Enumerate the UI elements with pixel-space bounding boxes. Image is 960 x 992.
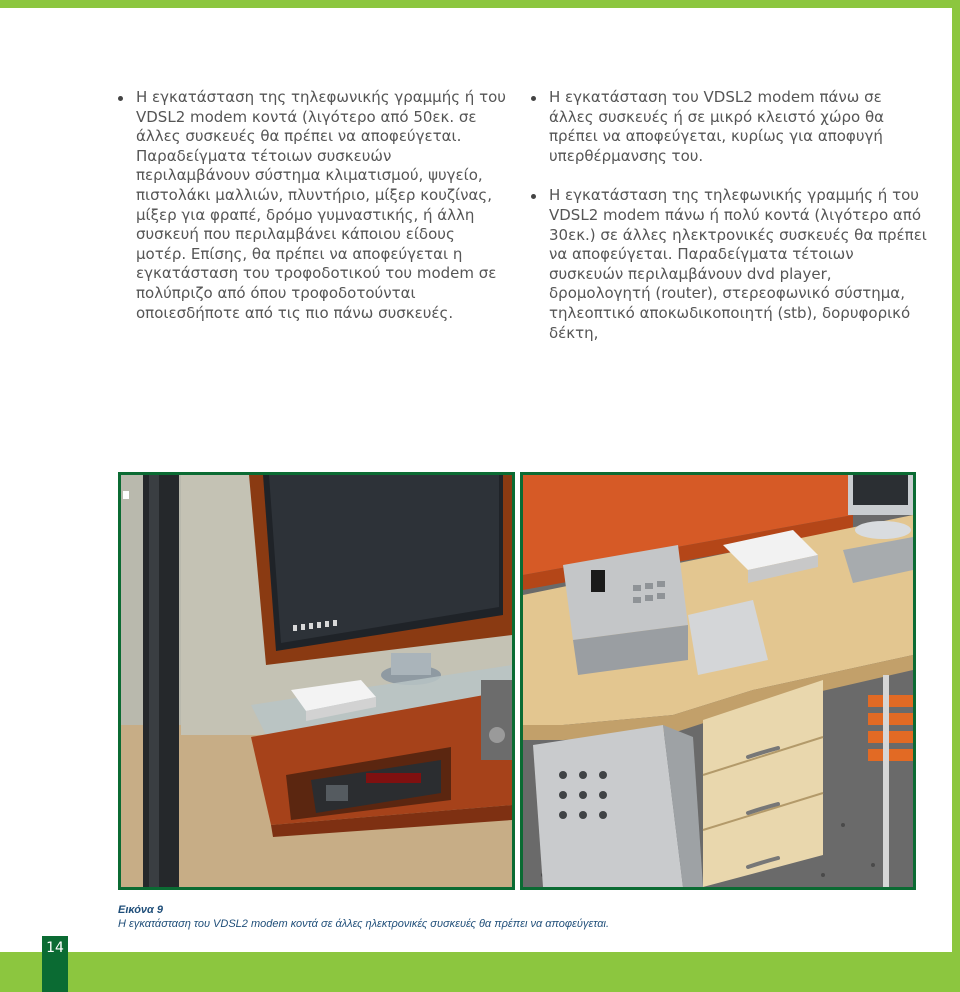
desk-illustration (520, 472, 916, 890)
list-item (531, 88, 931, 166)
figure-label: Εικόνα 9 (118, 904, 164, 916)
right-text-column (531, 88, 931, 363)
right-border (952, 0, 960, 992)
page-number: 14 (42, 936, 68, 992)
list-item (118, 88, 508, 323)
bullet-text: Η εγκατάσταση της τηλεφωνικής γραμμής ή του VDSL2 modem πάνω ή πολύ κοντά (λιγότερο από 30εκ.) σε άλλες ηλεκτρονικές συσκευές θα πρέπει να αποφεύγεται. Παραδείγματα τέτοιων συσκευών περιλαμβάνουν dvd player, δρομολογητή (router), στερεοφωνικό σύστημα, τηλεοπτικό αποκωδικοποιητή (stb), δορυφορικό δέκτη, (549, 186, 927, 342)
tv-stand-illustration (118, 472, 515, 890)
bullet-icon (531, 96, 536, 101)
bullet-text: Η εγκατάσταση της τηλεφωνικής γραμμής ή του VDSL2 modem κοντά (λιγότερο από 50εκ. σε άλλες συσκευές θα πρέπει να αποφεύγεται. Παραδείγματα τέτοιων συσκευών περιλαμβάνουν σύστημα κλιματισμού, ψυγείο, πιστολάκι μαλλιών, πλυντήριο, μίξερ κουζίνας, μίξερ για φραπέ, δρόμο γυμναστικής, ή άλλη συσκευή που περιλαμβάνει κάποιου είδους μοτέρ. Επίσης, θα πρέπει να αποφεύγεται η εγκατάσταση του τροφοδοτικού του modem σε πολύπριζο από όπου τροφοδοτούνται οποιεσδήποτε από τις πιο πάνω συσκευές. (136, 88, 506, 322)
figure-caption-text: Η εγκατάσταση του VDSL2 modem κοντά σε άλλες ηλεκτρονικές συσκευές θα πρέπει να αποφεύγεται. (118, 918, 610, 930)
figure-caption (118, 903, 609, 931)
list-item (531, 186, 931, 343)
bullet-text: Η εγκατάσταση του VDSL2 modem πάνω σε άλλες συσκευές ή σε μικρό κλειστό χώρο θα πρέπει να αποφεύγεται, κυρίως για αποφυγή υπερθέρμανσης του. (549, 88, 885, 165)
bullet-icon (531, 194, 536, 199)
bottom-border (0, 952, 960, 992)
bullet-icon (118, 96, 123, 101)
left-text-column (118, 88, 508, 343)
top-border (0, 0, 960, 8)
